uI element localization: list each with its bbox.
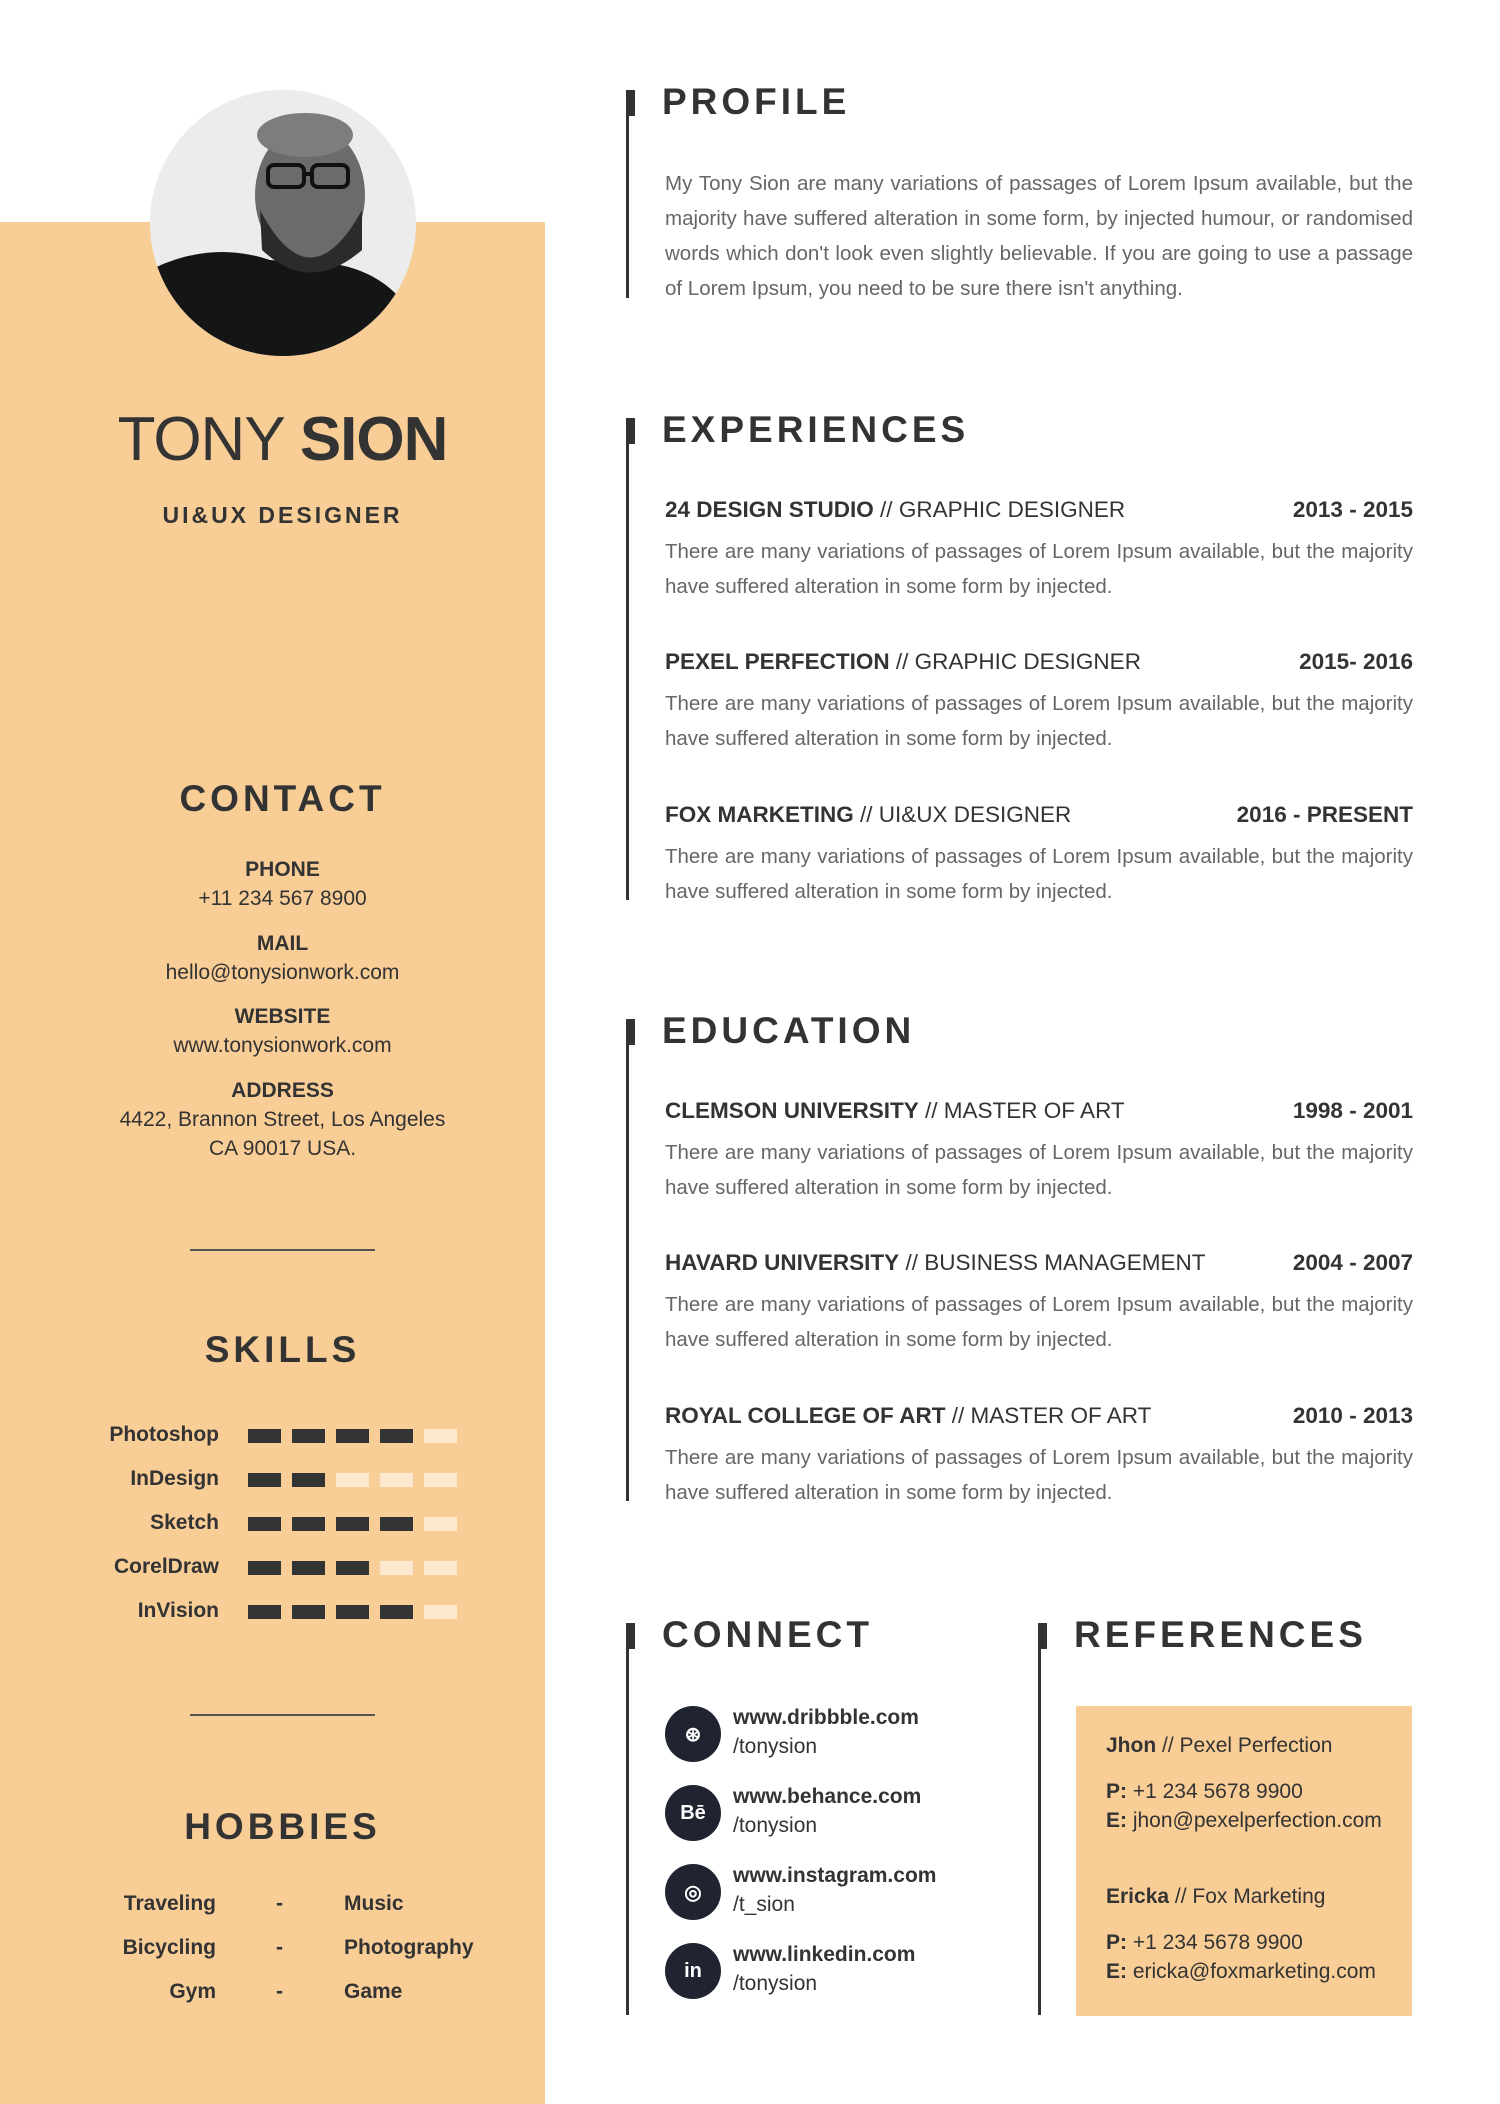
degree: MASTER OF ART (970, 1403, 1152, 1428)
hobby-item: Bicycling (122, 1936, 216, 1959)
contact-value-line2: CA 90017 USA. (208, 1137, 357, 1160)
skill-bar-filled (248, 1561, 281, 1575)
school-name: HAVARD UNIVERSITY (665, 1250, 900, 1275)
social-handle: /tonysion (733, 1814, 818, 1837)
phone-label: P: (1106, 1931, 1127, 1954)
reference-entry (1106, 1882, 1376, 1986)
skill-level (248, 1429, 457, 1443)
experience-description: There are many variations of passages of Lorem Ipsum available, but the majority have suffered alteration in some form by injected. (665, 692, 1413, 750)
skill-bar-filled (248, 1605, 281, 1619)
skill-bar-filled (248, 1517, 281, 1531)
skill-bar-filled (336, 1605, 369, 1619)
skill-bar-filled (380, 1605, 413, 1619)
separator: // (889, 649, 915, 674)
social-handle: /tonysion (733, 1972, 818, 1995)
social-site[interactable]: www.behance.com (733, 1785, 922, 1808)
hobbies-title: HOBBIES (184, 1806, 381, 1847)
profile-photo (150, 90, 416, 356)
reference-name: Jhon (1106, 1734, 1157, 1757)
experiences-title: EXPERIENCES (662, 409, 970, 450)
skill-name: Photoshop (109, 1423, 219, 1446)
hobby-separator: - (276, 1936, 283, 1959)
education-title: EDUCATION (662, 1010, 916, 1051)
skill-bar-filled (292, 1517, 325, 1531)
hobby-item: Traveling (123, 1892, 216, 1915)
skill-bar-filled (336, 1517, 369, 1531)
profile-text: My Tony Sion are many variations of passages of Lorem Ipsum available, but the majority have suffered alteration in some form, by injected humour, or randomised words which don't look even slightly believable. If you are going to use a passage of Lorem Ipsum, you need to be sure there isn't anything. (665, 172, 1413, 300)
email-label: E: (1106, 1809, 1127, 1832)
contact-label: WEBSITE (234, 1005, 331, 1028)
skill-name: Sketch (150, 1511, 219, 1534)
skill-name: CorelDraw (113, 1555, 219, 1578)
skill-name: InVision (137, 1599, 219, 1622)
contact-title: CONTACT (179, 778, 386, 819)
skill-bar-filled (380, 1517, 413, 1531)
company-name: 24 DESIGN STUDIO (665, 497, 874, 522)
social-link-linkedin[interactable] (665, 1940, 965, 2000)
skills-title: SKILLS (204, 1329, 361, 1370)
skill-bar-empty (336, 1473, 369, 1487)
skill-bar-filled (292, 1605, 325, 1619)
skill-row (0, 1596, 545, 1626)
divider (190, 1714, 375, 1716)
contact-value: hello@tonysionwork.com (165, 961, 400, 984)
separator: // (853, 802, 879, 827)
hobby-item: Photography (344, 1936, 474, 1959)
skill-bar-empty (424, 1517, 457, 1531)
date-range: 1998 - 2001 (1292, 1098, 1413, 1123)
separator: // (899, 1250, 925, 1275)
skill-bar-filled (336, 1429, 369, 1443)
social-text (733, 1861, 936, 1919)
skill-bar-filled (336, 1561, 369, 1575)
section-line (1038, 1623, 1041, 2015)
experience-description: There are many variations of passages of Lorem Ipsum available, but the majority have suffered alteration in some form by injected. (665, 540, 1413, 598)
reference-phone: +1 234 5678 9900 (1127, 1780, 1303, 1803)
reference-name: Ericka (1106, 1885, 1170, 1908)
date-range: 2013 - 2015 (1292, 497, 1413, 522)
portrait-image (150, 90, 416, 356)
reference-email[interactable]: ericka@foxmarketing.com (1127, 1960, 1376, 1983)
education-header (665, 1096, 1413, 1126)
hobby-item: Game (344, 1980, 403, 2003)
skill-row (0, 1508, 545, 1538)
experience-header (665, 647, 1413, 677)
social-site[interactable]: www.instagram.com (733, 1864, 937, 1887)
contact-mail (0, 929, 565, 987)
social-site[interactable]: www.dribbble.com (733, 1706, 919, 1729)
separator: // (945, 1403, 971, 1428)
social-text (733, 1782, 921, 1840)
skill-bar-empty (424, 1429, 457, 1443)
education-description: There are many variations of passages of Lorem Ipsum available, but the majority have suffered alteration in some form by injected. (665, 1141, 1413, 1199)
hobby-item: Music (344, 1892, 404, 1915)
education-header (665, 1401, 1413, 1431)
social-link-dribbble[interactable] (665, 1703, 965, 1763)
skill-level (248, 1605, 457, 1619)
section-line (626, 1623, 629, 2015)
behance-icon[interactable]: Bē (665, 1785, 721, 1841)
instagram-icon[interactable]: ◎ (665, 1864, 721, 1920)
skill-row (0, 1552, 545, 1582)
skill-bar-empty (380, 1473, 413, 1487)
contact-value: +11 234 567 8900 (198, 887, 367, 910)
section-line (626, 418, 629, 900)
skill-row (0, 1464, 545, 1494)
hobby-separator: - (276, 1892, 283, 1915)
social-text (733, 1703, 919, 1761)
skill-bar-filled (292, 1473, 325, 1487)
references-box (1076, 1706, 1412, 2016)
reference-company: Pexel Perfection (1179, 1734, 1333, 1757)
experience-header (665, 495, 1413, 525)
hobby-row (0, 1980, 545, 2010)
school-name: CLEMSON UNIVERSITY (665, 1098, 919, 1123)
school-name: ROYAL COLLEGE OF ART (665, 1403, 946, 1428)
references-title: REFERENCES (1074, 1614, 1367, 1655)
skill-level (248, 1473, 457, 1487)
experience-description: There are many variations of passages of Lorem Ipsum available, but the majority have suffered alteration in some form by injected. (665, 845, 1413, 903)
reference-company: Fox Marketing (1192, 1885, 1326, 1908)
contact-value: 4422, Brannon Street, Los Angeles (119, 1108, 446, 1131)
separator: // (918, 1098, 944, 1123)
skill-name: InDesign (130, 1467, 219, 1490)
linkedin-icon[interactable]: in (665, 1943, 721, 1999)
person-role: UI&UX DESIGNER (162, 502, 403, 528)
social-handle: /tonysion (733, 1735, 818, 1758)
skill-bar-filled (380, 1429, 413, 1443)
connect-title: CONNECT (662, 1614, 873, 1655)
skill-level (248, 1561, 457, 1575)
company-name: FOX MARKETING (665, 802, 854, 827)
skill-bar-empty (424, 1605, 457, 1619)
contact-label: PHONE (245, 858, 320, 881)
contact-label: MAIL (256, 932, 309, 955)
contact-value: www.tonysionwork.com (173, 1034, 392, 1057)
first-name: TONY (117, 405, 284, 474)
skill-level (248, 1517, 457, 1531)
skill-bar-filled (292, 1429, 325, 1443)
social-handle: /t_sion (733, 1893, 795, 1916)
separator: // (1156, 1734, 1180, 1757)
date-range: 2015- 2016 (1299, 649, 1413, 674)
skill-bar-filled (292, 1561, 325, 1575)
hobby-row (0, 1892, 545, 1922)
dribbble-icon[interactable]: ⊛ (665, 1706, 721, 1762)
skill-row (0, 1420, 545, 1450)
separator: // (1169, 1885, 1193, 1908)
contact-address (0, 1076, 565, 1163)
contact-website (0, 1002, 565, 1060)
section-line (626, 1019, 629, 1501)
hobby-row (0, 1936, 545, 1966)
degree: BUSINESS MANAGEMENT (924, 1250, 1206, 1275)
social-link-instagram[interactable] (665, 1861, 965, 1921)
experience-header (665, 800, 1413, 830)
social-site[interactable]: www.linkedin.com (733, 1943, 916, 1966)
company-name: PEXEL PERFECTION (665, 649, 890, 674)
skill-bar-empty (424, 1561, 457, 1575)
divider (190, 1249, 375, 1251)
education-description: There are many variations of passages of Lorem Ipsum available, but the majority have suffered alteration in some form by injected. (665, 1293, 1413, 1351)
separator: // (873, 497, 899, 522)
date-range: 2016 - PRESENT (1236, 802, 1413, 827)
skill-bar-filled (248, 1429, 281, 1443)
degree: MASTER OF ART (943, 1098, 1125, 1123)
education-description: There are many variations of passages of Lorem Ipsum available, but the majority have suffered alteration in some form by injected. (665, 1446, 1413, 1504)
phone-label: P: (1106, 1780, 1127, 1803)
reference-email[interactable]: jhon@pexelperfection.com (1127, 1809, 1382, 1832)
contact-label: ADDRESS (231, 1079, 334, 1102)
reference-entry (1106, 1731, 1382, 1835)
email-label: E: (1106, 1960, 1127, 1983)
reference-phone: +1 234 5678 9900 (1127, 1931, 1303, 1954)
section-line (626, 90, 629, 298)
person-name (0, 404, 565, 475)
skill-bar-empty (380, 1561, 413, 1575)
job-position: UI&UX DESIGNER (878, 802, 1072, 827)
skill-bar-empty (424, 1473, 457, 1487)
job-position: GRAPHIC DESIGNER (914, 649, 1141, 674)
hobby-item: Gym (169, 1980, 216, 2003)
contact-phone (0, 855, 565, 913)
skill-bar-filled (248, 1473, 281, 1487)
profile-title: PROFILE (662, 81, 851, 122)
education-header (665, 1248, 1413, 1278)
date-range: 2010 - 2013 (1292, 1403, 1413, 1428)
hobby-separator: - (276, 1980, 283, 2003)
last-name: SION (299, 405, 448, 474)
social-link-behance[interactable] (665, 1782, 965, 1842)
social-text (733, 1940, 915, 1998)
job-position: GRAPHIC DESIGNER (898, 497, 1126, 522)
date-range: 2004 - 2007 (1292, 1250, 1413, 1275)
